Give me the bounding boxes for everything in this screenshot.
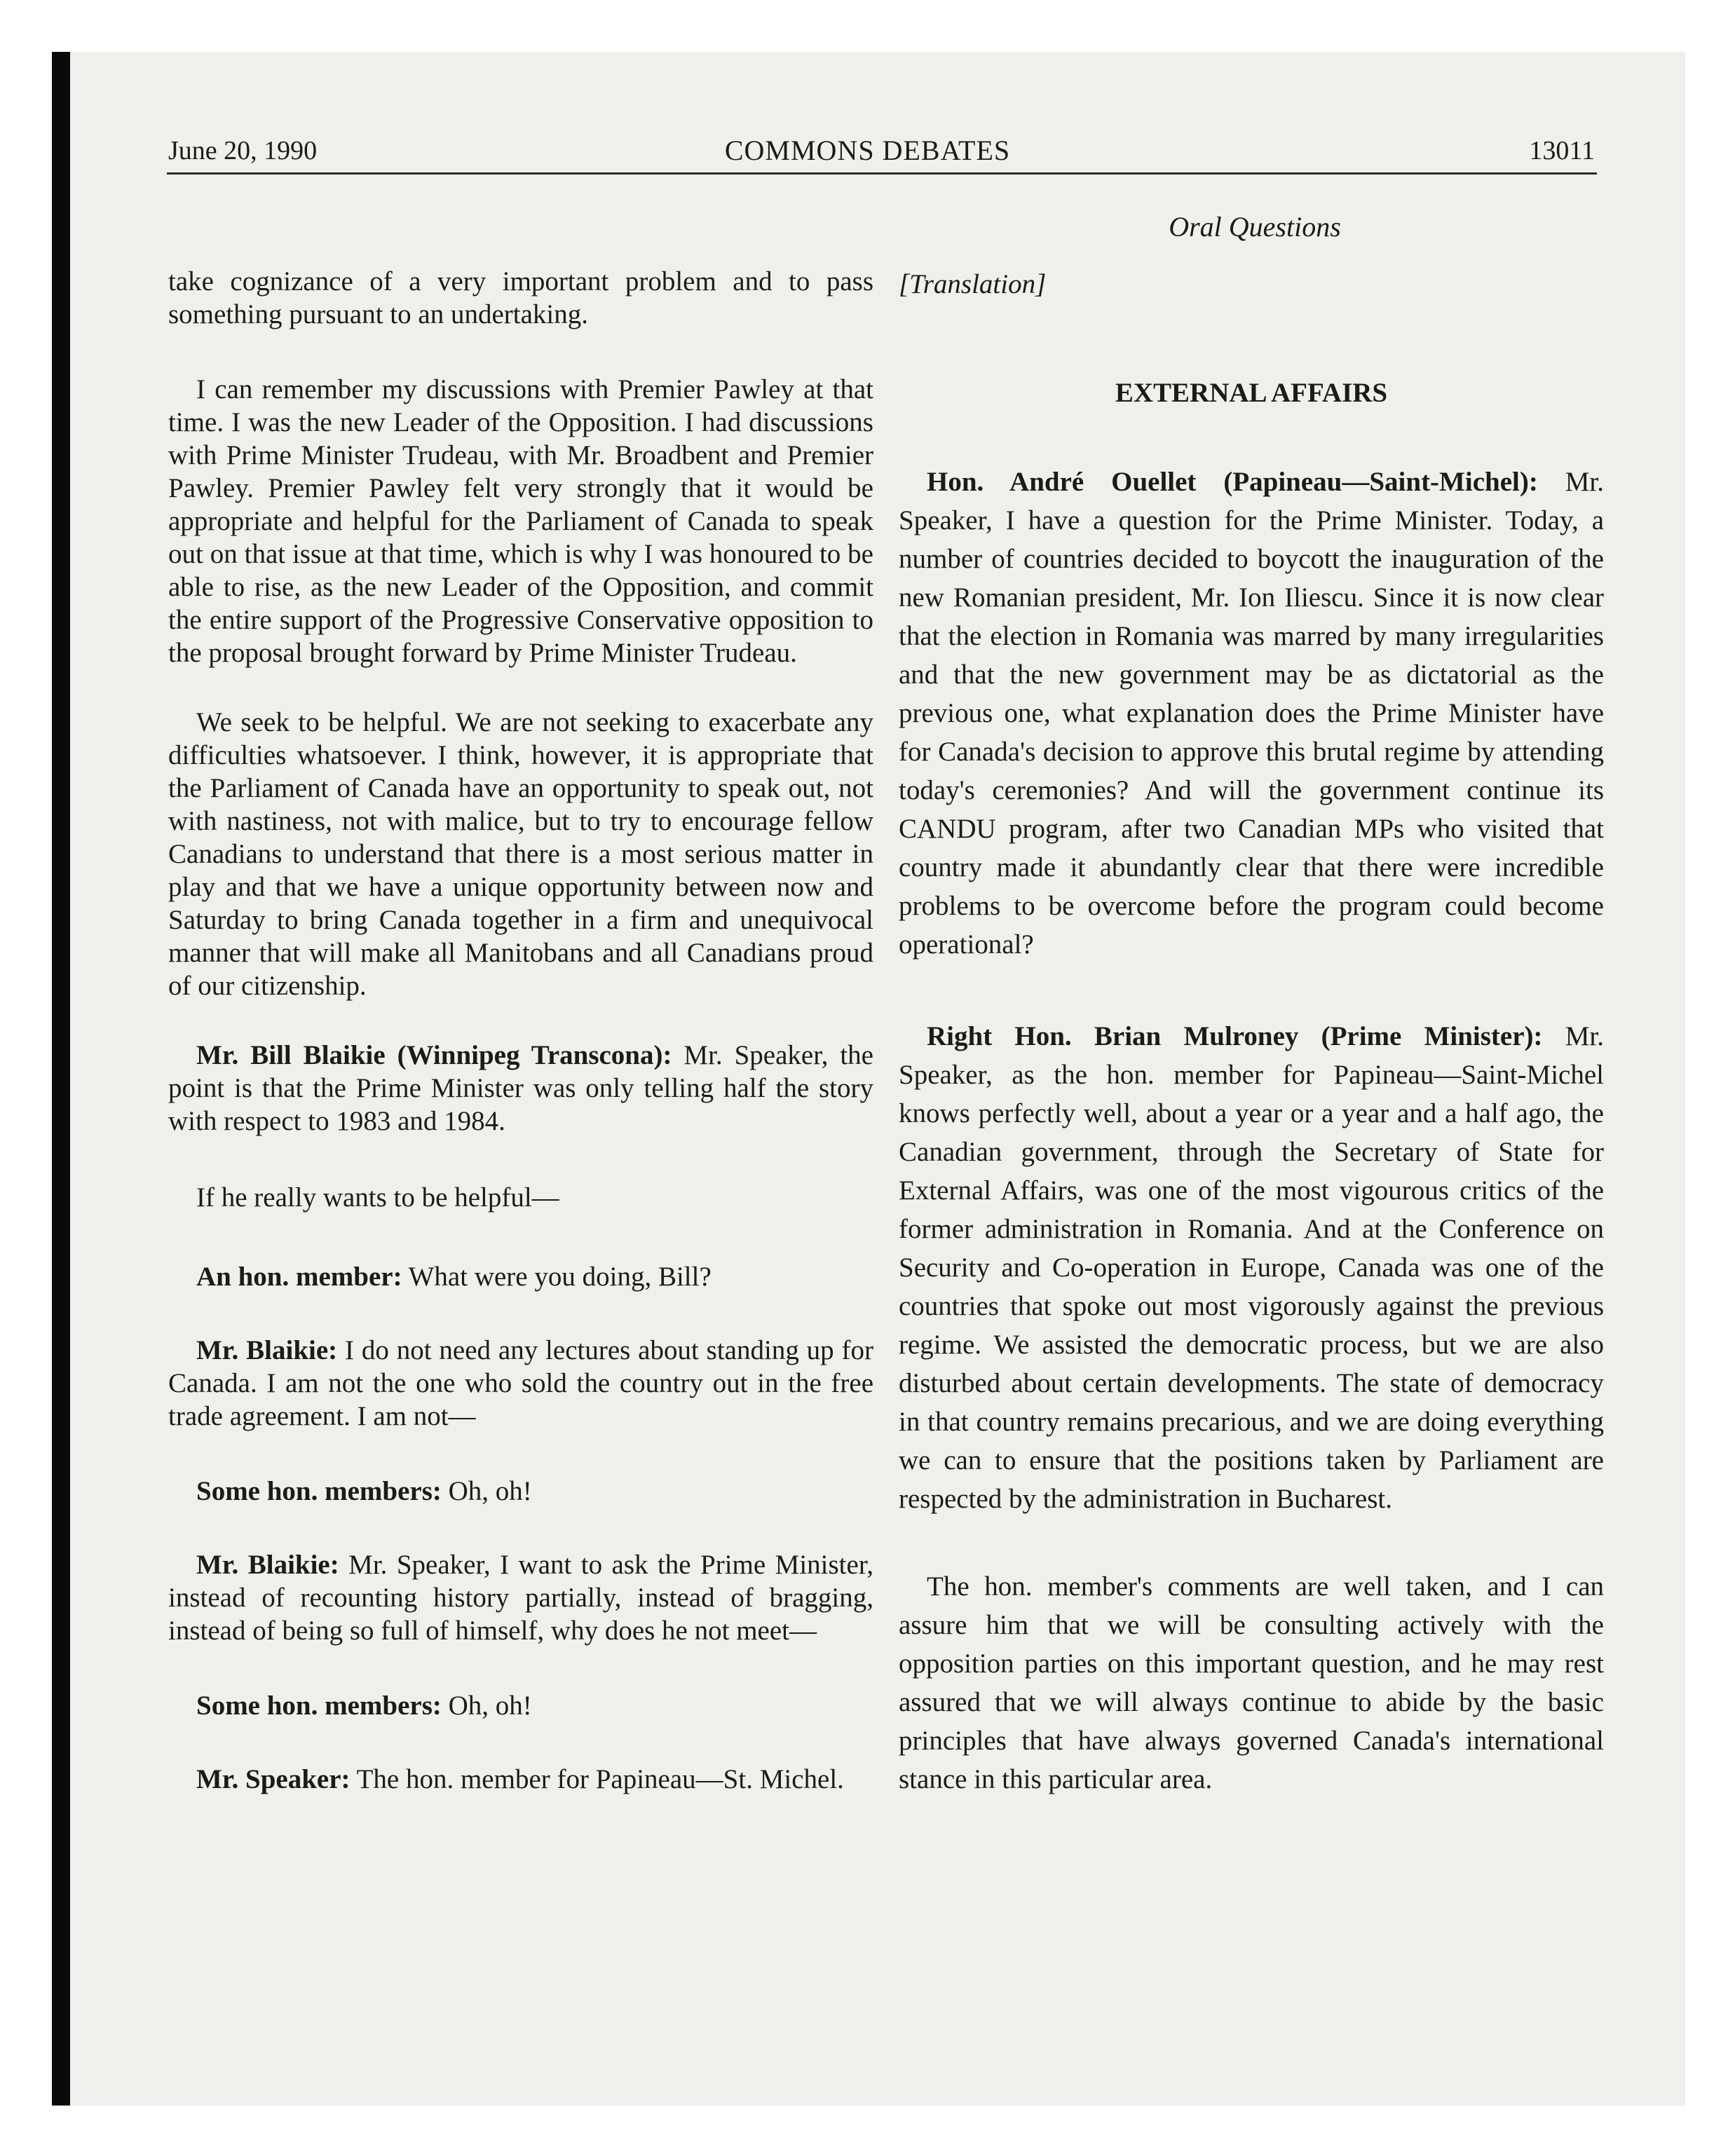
speaker-name: Mr. Blaikie: (196, 1550, 339, 1580)
subheading: EXTERNAL AFFAIRS (1115, 378, 1388, 408)
section-heading: Oral Questions (1169, 211, 1341, 243)
speech-text: Mr. Speaker, I have a question for the Prime Minister. Today, a number of countries decided to boycott the inauguration of the new Romanian president, Mr. Ion Iliescu. Since it is now clear that the election in Romania was marred by many irregularities and that the new government may be as dictatorial as the previous one, what explanation does the Prime Minister have for Canada's decision to approve this brutal regime by attending today's ceremonies? And will the government continue its CANDU program, after two Canadian MPs who visited that country made it abundantly clear that there were incredible problems to be overcome before the program could become operational? (899, 467, 1605, 960)
speaker-name: Some hon. members: (196, 1476, 442, 1506)
speech-text: Mr. Speaker, I want to ask the Prime Minister, instead of recounting history partially, instead of bragging, instead of being so full of himself, why does he not meet— (168, 1550, 873, 1646)
paragraph: We seek to be helpful. We are not seeking to exacerbate any difficulties whatsoever. I think, however, it is appropriate that the Parliament of Canada have an opportunity to speak out, not with nastiness, not with malice, but to try to encourage fellow Canadians to understand that there is a most serious matter in play and that we have a unique opportunity between now and Saturday to bring Canada together in a firm and unequivocal manner that will make all Manitobans and all Canadians proud of our citizenship. (168, 707, 873, 1001)
speech-text: I do not need any lectures about standing up for Canada. I am not the one who sold the country out in the free trade agreement. I am not— (168, 1335, 874, 1431)
speaker-name: Mr. Bill Blaikie (Winnipeg Transcona): (196, 1040, 672, 1070)
speaker-name: Some hon. members: (196, 1691, 442, 1721)
header-date: June 20, 1990 (168, 136, 318, 165)
paragraph: I can remember my discussions with Premier Pawley at that time. I was the new Leader of the Opposition. I had discussions with Prime Minister Trudeau, with Mr. Broadbent and Premier Pawley. Premier Pawley felt very strongly that it would be appropriate and helpful for the Parliament of Canada to speak out on that issue at that time, which is why I was honoured to be able to rise, as the new Leader of the Opposition, and commit the entire support of the Progressive Conservative opposition to the proposal brought forward by Prime Minister Trudeau. (168, 374, 873, 668)
speech-text: The hon. member for Papineau—St. Michel. (356, 1764, 844, 1794)
speaker-name: Mr. Speaker: (196, 1764, 351, 1794)
speaker-name: Right Hon. Brian Mulroney (Prime Minister): (927, 1021, 1543, 1051)
speech-paragraph (168, 1689, 873, 1722)
speaker-name: Mr. Blaikie: (196, 1335, 338, 1365)
speech-text: Mr. Speaker, the point is that the Prime Minister was only telling half the story with respect to 1983 and 1984. (168, 1040, 873, 1136)
speech-paragraph (168, 1334, 873, 1433)
left-column (168, 265, 873, 1796)
speech-paragraph (168, 1763, 873, 1796)
speech-paragraph (168, 1548, 873, 1647)
speech-text: What were you doing, Bill? (408, 1262, 712, 1292)
paragraph: take cognizance of a very important problem and to pass something pursuant to an undertaking. (168, 266, 873, 329)
speech-paragraph (899, 1017, 1604, 1518)
speech-paragraph (168, 1260, 873, 1293)
speaker-name: An hon. member: (196, 1262, 402, 1292)
binding-edge (52, 52, 70, 2106)
translation-note: [Translation] (899, 269, 1047, 299)
page-number: 13011 (1529, 136, 1595, 165)
speech-text: Oh, oh! (448, 1691, 532, 1721)
speech-paragraph (168, 1475, 873, 1508)
speech-paragraph (899, 463, 1604, 964)
paragraph: The hon. member's comments are well taken, and I can assure him that we will be consulting actively with the opposition parties on this important question, and he may rest assured that we will always continue to abide by the basic principles that have always governed Canada's international stance in this particular area. (899, 1571, 1604, 1794)
speech-paragraph (168, 1039, 873, 1138)
speech-text: Oh, oh! (448, 1476, 532, 1506)
header-rule (167, 172, 1597, 175)
header-title: COMMONS DEBATES (724, 135, 1011, 166)
right-column (899, 265, 1604, 1799)
paragraph: If he really wants to be helpful— (196, 1182, 559, 1213)
speech-text: Mr. Speaker, as the hon. member for Papineau—Saint-Michel knows perfectly well, about a year or a year and a half ago, the Canadian government, through the Secretary of State for External Affairs, was one of the most vigourous critics of the former administration in Romania. And at the Conference on Security and Co-operation in Europe, Canada was one of the countries that spoke out most vigorously against the previous regime. We assisted the democratic process, but we are also disturbed about certain developments. The state of democracy in that country remains precarious, and we are doing everything we can to ensure that the positions taken by Parliament are respected by the administration in Bucharest. (899, 1021, 1604, 1514)
speaker-name: Hon. André Ouellet (Papineau—Saint-Michel): (927, 467, 1538, 497)
